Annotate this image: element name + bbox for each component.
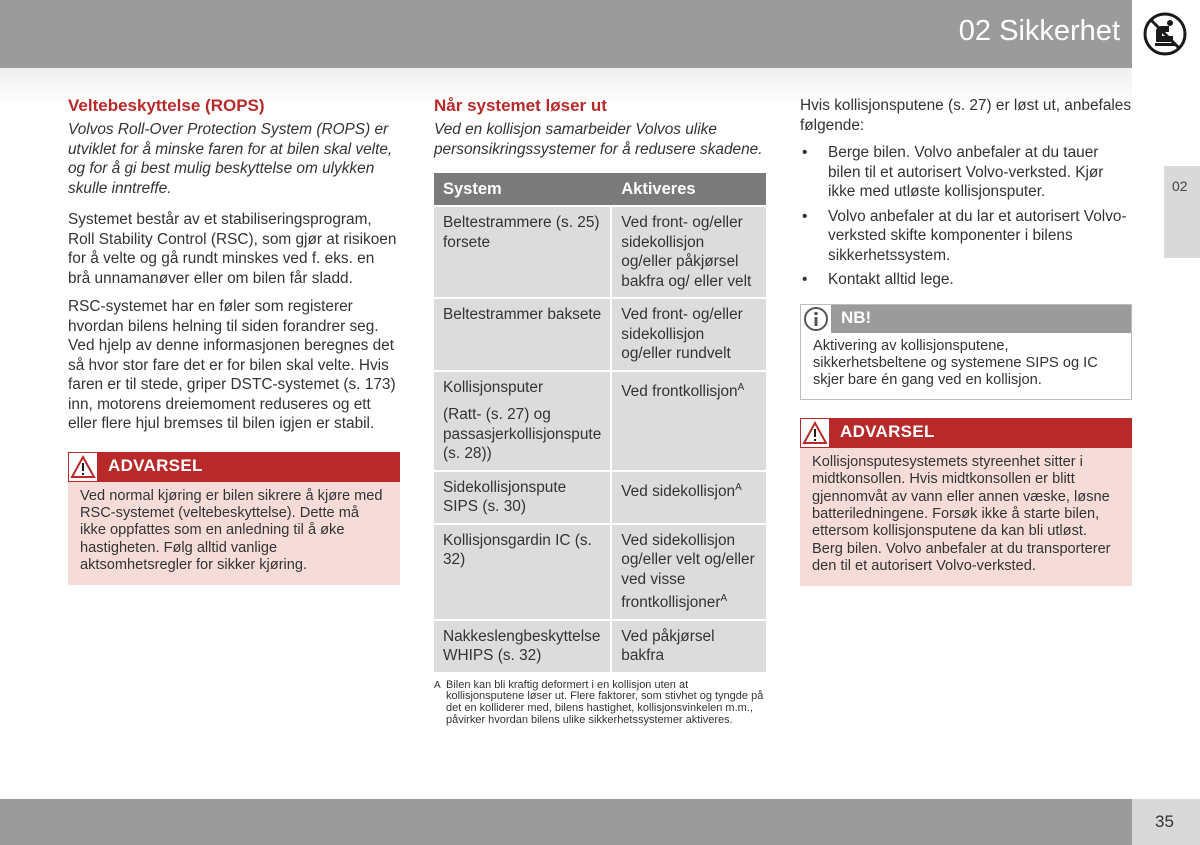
column-deployment [434, 96, 766, 727]
table-header-row [434, 173, 766, 205]
footnote-marker: A [434, 679, 441, 691]
column-rops [68, 96, 400, 585]
list-item: • Berge bilen. Volvo anbefaler at du tauer bilen til et autorisert Volvo-verksted. Kjør ikke med utløste kollisjonsputer. [802, 144, 1104, 200]
table-cell-activates: Ved front- og/eller sidekollisjon og/eller rundvelt [612, 299, 766, 370]
warning-box-airbag [800, 418, 1132, 586]
column-after-deployment [800, 96, 1132, 586]
warning-box-rops [68, 452, 400, 585]
warning-text: Ved normal kjøring er bilen sikrere å kjøre med RSC-systemet (veltebeskyttelse). Dette må ikke oppfattes som en anledning til å øke hastigheten. Følg alltid vanlige aktsomhetsregler for sikker kjøring. [80, 487, 383, 574]
footer-bar [0, 799, 1132, 845]
header-icon-box [1132, 0, 1200, 68]
page-title: 02 Sikkerhet [958, 15, 1120, 47]
warning-header [800, 418, 1132, 448]
table-row [434, 621, 766, 672]
table-header-activates: Aktiveres [612, 173, 766, 205]
header-bar [0, 0, 1132, 68]
table-cell-system: Sidekollisjonspute SIPS (s. 30) [434, 472, 612, 523]
page-number: 35 [1155, 812, 1174, 831]
note-box [800, 304, 1132, 400]
warning-icon-box [800, 418, 830, 448]
table-cell-activates: Ved sidekollisjon$^A$ [612, 472, 766, 523]
page-number-box [1132, 799, 1200, 845]
warning-triangle-icon [69, 453, 97, 481]
table-row [434, 472, 766, 523]
system-table [434, 171, 766, 674]
table-row [434, 299, 766, 370]
list-item: • Volvo anbefaler at du lar et autorisert Volvo-verksted skifte komponenter i bilens sikkerhetssystem. [802, 207, 1127, 264]
table-header-system: System [434, 173, 612, 205]
warning-text: Kollisjonsputesystemets styreenhet sitter i midtkonsollen. Hvis midtkonsollen er blitt gjennomvåt av vann eller annen væske, løsne batteriledningene. Forsøk ikke å starte bilen, ettersom kollisjonsputene da kan bli utløst. Berg bilen. Volvo anbefaler at du transporterer den til et autorisert Volvo-verksted. [812, 453, 1111, 575]
no-child-seat-icon [1143, 12, 1187, 56]
table-cell-activates: Ved frontkollisjon$^A$ [612, 372, 766, 470]
table-cell-activates: Ved front- og/eller sidekollisjon og/eller påkjørsel bakfra og/ eller velt [612, 207, 766, 297]
footnote-text: Bilen kan bli kraftig deformert i en kollisjon uten at kollisjonsputene løser ut. Flere faktorer, som stivhet og tyngde på det en kolliderer med, bilens hastighet, kollisjonsvinkelen m.m., påvirker hvordan bilens ulike sikkerhetssystemer aktiveres. [446, 678, 764, 727]
chapter-tab-label: 02 [1172, 178, 1188, 194]
note-header [801, 305, 1131, 333]
footnote-ref[interactable]: A [735, 481, 742, 493]
table-row [434, 207, 766, 297]
table-cell-activates: Ved sidekollisjon og/eller velt og/eller ved visse frontkollisjoner$^A$ [612, 525, 766, 619]
section-heading-deployment: Når systemet løser ut [434, 96, 607, 115]
bullet: • [802, 144, 808, 161]
table-cell-system: Beltestrammer baksete [434, 299, 612, 370]
table-cell-system: Kollisjonsputer (Ratt- (s. 27) og passasjerkollisjonspute (s. 28)) [434, 372, 612, 470]
after-deployment-intro: Hvis kollisjonsputene (s. 27) er løst ut, anbefales følgende: [800, 97, 1132, 134]
recommendation-list [800, 143, 1132, 290]
note-label: NB! [841, 307, 872, 327]
bullet: • [802, 207, 808, 225]
note-text: Aktivering av kollisjonsputene, sikkerhetsbeltene og systemene SIPS og IC skjer bare én gang ved en kollisjon. [813, 337, 1098, 389]
footnote-ref[interactable]: A [720, 593, 728, 604]
rops-paragraph-2: RSC-systemet har en føler som registerer hvordan bilens helning til siden forandrer seg. Ved hjelp av denne informasjonen beregnes det så hvor stor fare det er for bilen skal velte. Hvis faren er til stede, griper DSTC-systemet (s. 173) inn, motorens dreiemoment reduseres og ett eller flere hjul bremses til bilen igjen er stabil. [68, 298, 396, 432]
table-cell-system-sub: (Ratt- (s. 27) og passasjerkollisjonspute (s. 28)) [443, 406, 602, 462]
warning-header [68, 452, 400, 482]
table-row [434, 525, 766, 619]
table-row [434, 372, 766, 470]
table-cell-system: Kollisjonsgardin IC (s. 32) [434, 525, 612, 619]
rops-intro: Volvos Roll-Over Protection System (ROPS) er utviklet for å minske faren for at bilen skal velte, og for å gi best mulig beskyttelse om ulykken skulle inntreffe. [68, 121, 393, 197]
table-cell-activates: Ved påkjørsel bakfra [612, 621, 766, 672]
chapter-tab[interactable] [1164, 166, 1200, 258]
table-cell-system: Nakkeslengbeskyttelse WHIPS (s. 32) [434, 621, 612, 672]
list-item: • Kontakt alltid lege. [802, 271, 954, 288]
deployment-intro: Ved en kollisjon samarbeider Volvos ulike personsikringssystemer for å redusere skadene. [434, 121, 763, 158]
info-icon-box [801, 305, 831, 333]
section-heading-rops: Veltebeskyttelse (ROPS) [68, 96, 265, 115]
info-icon [801, 305, 831, 333]
table-cell-system: Beltestrammere (s. 25) forsete [434, 207, 612, 297]
warning-label: ADVARSEL [108, 455, 203, 475]
footnote [434, 680, 766, 727]
rops-paragraph-1: Systemet består av et stabiliseringsprogram, Roll Stability Control (RSC), som gjør at risikoen for å velte og gå rundt minskes ved f. eks. en brå unnamanøver eller om bilen får sladd. [68, 211, 397, 287]
bullet: • [802, 271, 808, 288]
warning-icon-box [68, 452, 98, 482]
warning-triangle-icon [801, 419, 829, 447]
footnote-ref[interactable]: A [737, 381, 745, 393]
warning-label: ADVARSEL [840, 421, 935, 441]
